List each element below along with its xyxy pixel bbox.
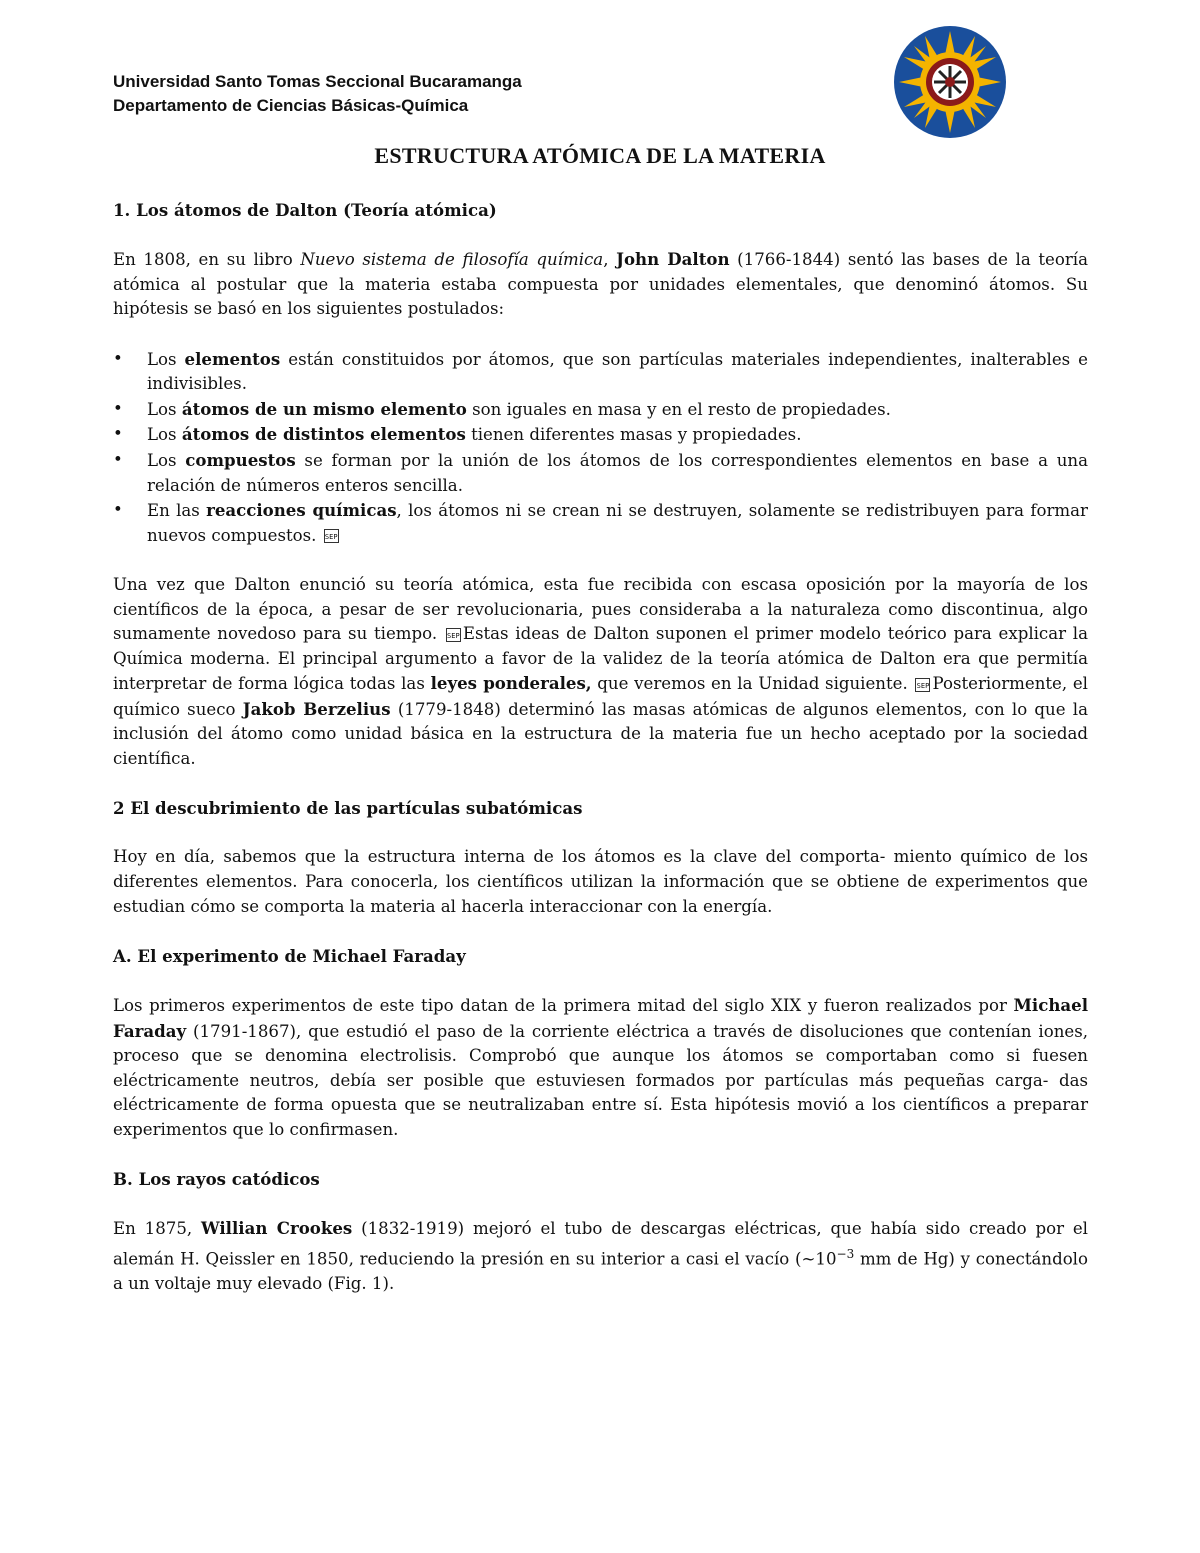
list-item: • En las reacciones químicas, los átomos ni se crean ni se destruyen, solamente se redistribuyen para formar nuevos compuestos. SEP xyxy=(113,500,1088,545)
university-name: Universidad Santo Tomas Seccional Bucaramanga xyxy=(113,72,522,91)
document-body xyxy=(113,198,1088,1297)
list-item: • Los elementos están constituidos por átomos, que son partículas materiales independientes, inalterables e indivisibles. xyxy=(113,348,1088,394)
document-header xyxy=(113,70,522,118)
dalton-postulates-list xyxy=(113,347,1088,549)
bullet-icon: • xyxy=(113,500,123,520)
bullet-icon: • xyxy=(113,398,123,418)
department-name: Departamento de Ciencias Básicas-Química xyxy=(113,96,469,115)
bullet-icon: • xyxy=(113,449,123,469)
university-seal-sun-icon xyxy=(893,25,1007,139)
section-b-paragraph: En 1875, Willian Crookes (1832-1919) mejoró el tubo de descargas eléctricas, que había sido creado por el alemán H. Qeissler en 1850, reduciendo la presión en su interior a casi el vacío ($\sim 10^{-3}$ mm de Hg) y conectándolo a un voltaje muy elevado (Fig. 1). xyxy=(113,1218,1088,1294)
section-a-heading: A. El experimento de Michael Faraday xyxy=(113,945,466,966)
list-item: • Los compuestos se forman por la unión de los átomos de los correspondientes elementos en base a una relación de números enteros sencilla. xyxy=(113,449,1089,495)
sep-glyph-icon: SEP xyxy=(915,678,930,692)
section-2-heading: 2 El descubrimiento de las partículas subatómicas xyxy=(113,798,583,819)
section-1-heading: 1. Los átomos de Dalton (Teoría atómica) xyxy=(113,200,497,220)
bullet-icon: • xyxy=(113,348,123,368)
document-title: ESTRUCTURA ATÓMICA DE LA MATERIA xyxy=(374,143,826,168)
section-a-paragraph: Los primeros experimentos de este tipo datan de la primera mitad del siglo XIX y fueron realizados por Michael Faraday (1791-1867), que estudió el paso de la corriente eléctrica a través de disoluciones que contenían iones, proceso que se denomina electrolisis. Comprobó que aunque los átomos se comportaban como si fuesen eléctricamente neutros, debía ser posible que estuviesen formados por partículas más pequeñas carga- das eléctricamente de forma opuesta que se neutralizaban entre sí. Esta hipótesis movió a los científicos a preparar experimentos que lo confirmasen. xyxy=(113,995,1088,1139)
sep-glyph-icon: SEP xyxy=(324,529,339,543)
sep-glyph-icon: SEP xyxy=(446,628,461,642)
section-1-paragraph-2: Una vez que Dalton enunció su teoría atómica, esta fue recibida con escasa oposición por la mayoría de los científicos de la época, a pesar de ser revolucionaria, pues consideraba a la naturaleza como discontinua, algo sumamente novedoso para su tiempo. SEP Estas ideas de Dalton suponen el primer modelo teórico para explicar la Química moderna. El principal argumento a favor de la validez de la teoría atómica de Dalton era que permitía interpretar de forma lógica todas las leyes ponderales, que veremos en la Unidad siguiente. SEP Posteriormente, el químico sueco Jakob Berzelius (1779-1848) determinó las masas atómicas de algunos elementos, con lo que la inclusión del átomo como unidad básica en la estructura de la materia fue un hecho aceptado por la sociedad científica. xyxy=(113,574,1088,769)
section-2-paragraph: Hoy en día, sabemos que la estructura interna de los átomos es la clave del comporta- miento químico de los diferentes elementos. Para conocerla, los científicos utilizan la información que se obtiene de experimentos que estudian cómo se comporta la materia al hacerla interaccionar con la energía. xyxy=(113,847,1088,916)
bullet-icon: • xyxy=(113,424,123,444)
section-1-paragraph-1: En 1808, en su libro Nuevo sistema de filosofía química, John Dalton (1766-1844) sentó las bases de la teoría atómica al postular que la materia estaba compuesta por unidades elementales, que denominó átomos. Su hipótesis se basó en los siguientes postulados: xyxy=(113,249,1088,319)
exponent: −3 xyxy=(836,1246,855,1261)
section-b-heading: B. Los rayos catódicos xyxy=(113,1169,320,1190)
list-item: • Los átomos de distintos elementos tienen diferentes masas y propiedades. xyxy=(113,422,1088,448)
list-item: • Los átomos de un mismo elemento son iguales en masa y en el resto de propiedades. xyxy=(113,397,1088,423)
